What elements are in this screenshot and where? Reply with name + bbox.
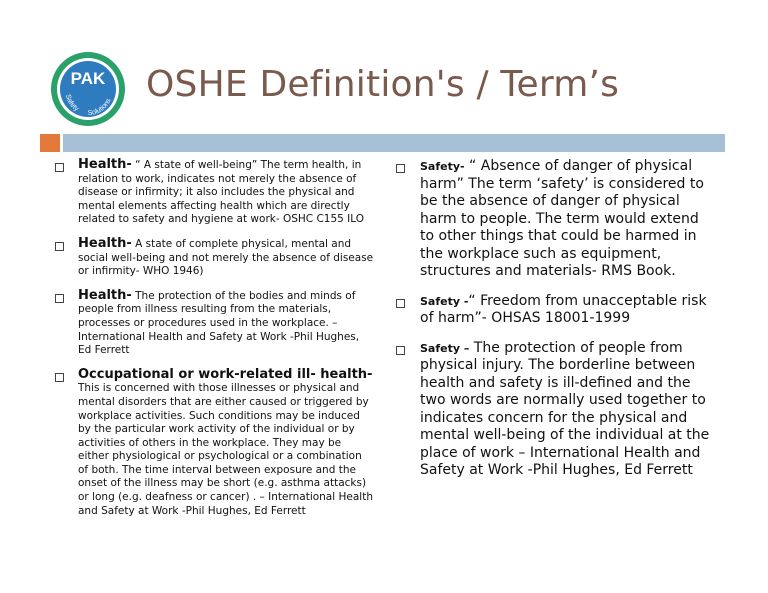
item-label: Health- — [78, 287, 132, 303]
item-text: “ Freedom from unacceptable risk of harm”- OHSAS 18001-1999 — [420, 292, 707, 326]
bullet-icon — [55, 242, 64, 251]
item-text: A state of complete physical, mental and social well-being and not merely the absence of disease or infirmity- WHO 1946) — [78, 237, 374, 278]
item-text: This is concerned with those illnesses or physical and mental disorders that are either caused or triggered by workplace activities. Such conditions may be induced by the particular work activity of the individual or by activities of others in the workplace. They may be either physiological or psychological or a combination of both. The time interval between exposure and the onset of the illness may be short (e.g. asthma attacks) or long (e.g. deafness or cancer) . – International Health and Safety at Work -Phil Hughes, Ed Ferrett — [78, 382, 373, 517]
pak-safety-logo — [50, 51, 126, 127]
page-title: OSHE Definition's / Term’s — [146, 64, 620, 105]
bullet-icon — [55, 163, 64, 172]
logo-sub-left: Safety — [63, 93, 80, 113]
item-label: Health- — [78, 157, 132, 172]
list-item — [55, 368, 375, 519]
left-column — [55, 158, 375, 528]
accent-bar-blue — [63, 134, 725, 152]
logo-main-text: PAK — [70, 69, 106, 88]
bullet-icon — [55, 294, 64, 303]
item-label: Safety- — [420, 160, 465, 173]
bullet-icon — [55, 373, 64, 382]
bullet-icon — [396, 299, 405, 308]
item-text: “ A state of well-being” The term health, in relation to work, indicates not merely the absence of disease or infirmity; it also includes the physical and mental elements affecting health which are directly related to safety and hygiene at work- OSHC C155 ILO — [78, 159, 365, 226]
item-text: “ Absence of danger of physical harm” The term ‘safety’ is considered to be the absence of danger of physical harm to people. The term would extend to other things that could be harmed in the workplace such as equipment, structures and materials- RMS Book. — [420, 158, 704, 279]
item-label: Safety - — [420, 294, 469, 308]
list-item — [55, 158, 375, 227]
item-text: The protection of people from physical injury. The borderline between health and safety is ill-defined and the two words are normally used together to indicates concern for the physical and mental well-being of the individual at the place of work – International Health and Safety at Work -Phil Hughes, Ed Ferrett — [420, 339, 710, 478]
logo-sub-right: Solutions — [87, 97, 113, 118]
item-label: Health- — [78, 235, 132, 251]
accent-bar-orange — [40, 134, 60, 152]
list-item — [396, 340, 714, 480]
list-item — [396, 293, 714, 328]
list-item — [396, 158, 714, 281]
item-text: The protection of the bodies and minds of people from illness resulting from the materials, processes or procedures used in the workplace. – International Health and Safety at Work -Phil Hughes, Ed Ferrett — [78, 289, 360, 357]
bullet-icon — [396, 346, 405, 355]
list-item — [55, 237, 375, 279]
list-item — [55, 289, 375, 358]
right-column — [396, 158, 714, 492]
item-label: Safety – — [420, 341, 470, 355]
item-label: Occupational or work-related ill- health- — [78, 366, 373, 382]
bullet-icon — [396, 164, 405, 173]
